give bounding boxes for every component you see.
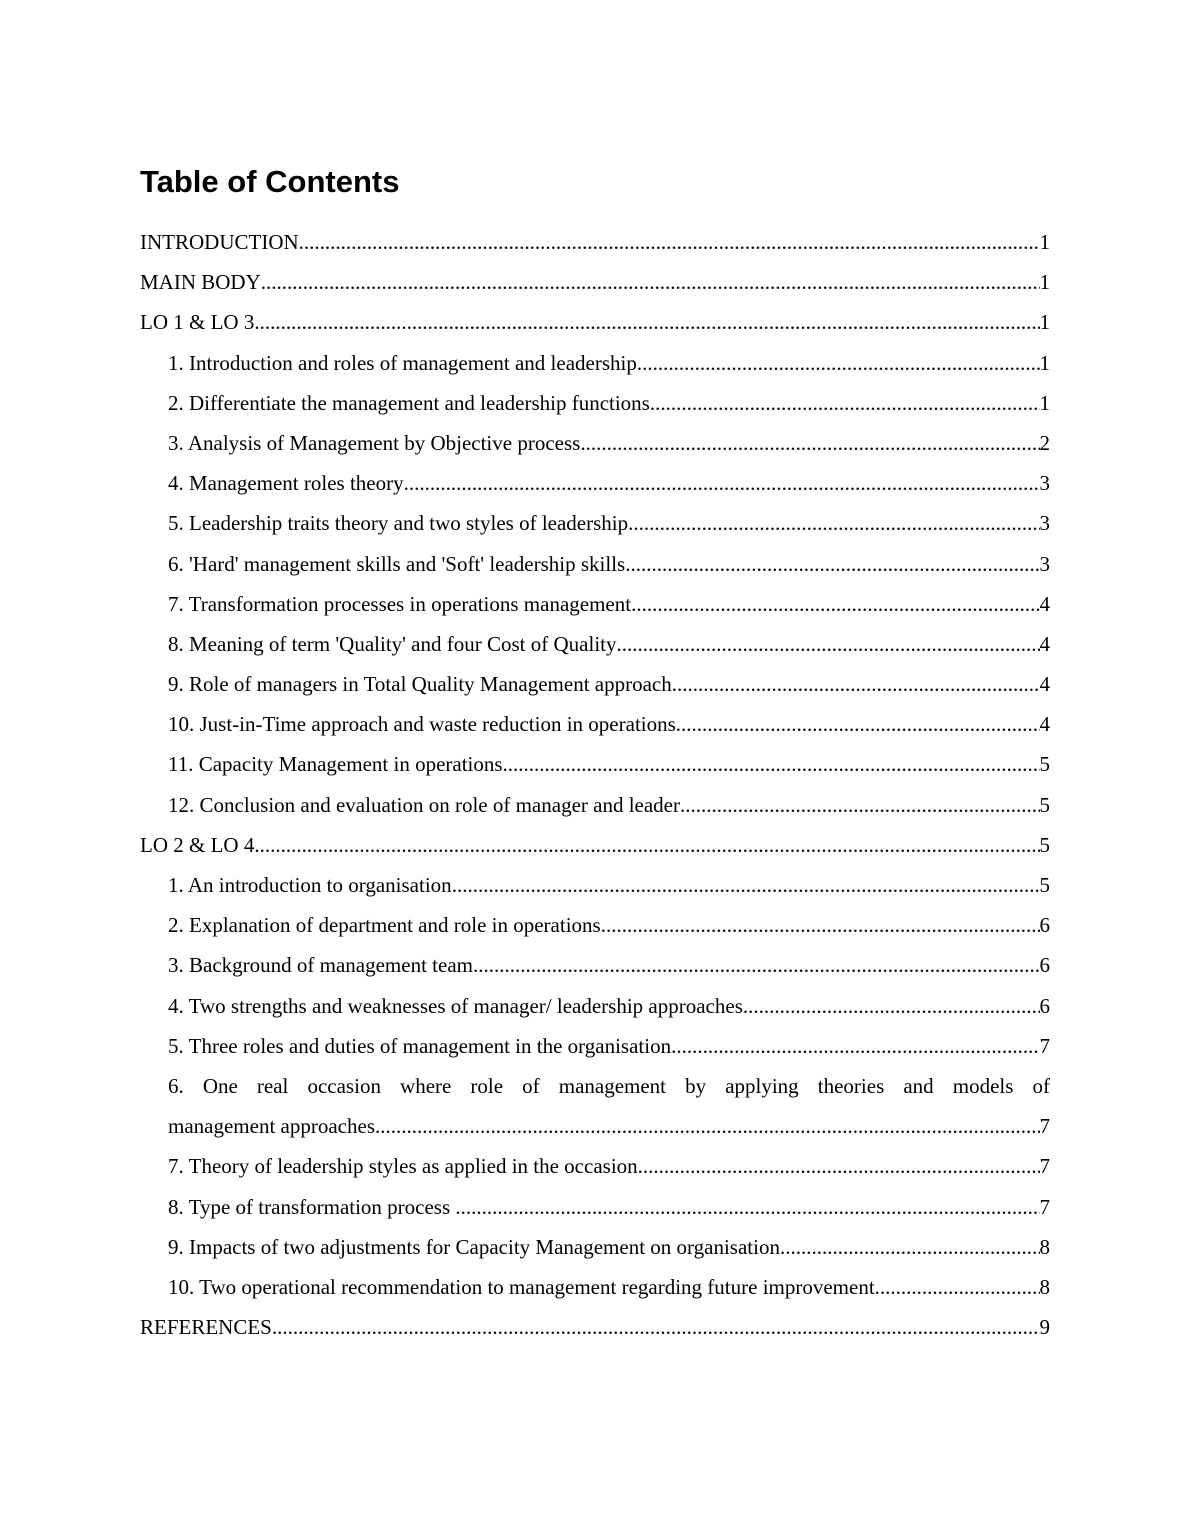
toc-subentry[interactable] [140,624,1050,664]
toc-page-number: 4 [1039,712,1050,737]
toc-entry-text: REFERENCES [140,1315,272,1340]
dot-leader [780,1227,1040,1267]
toc-entry-text: 8. Type of transformation process [168,1194,456,1219]
toc-entry-text: LO 2 & LO 4 [140,832,255,857]
toc-page-number: 9 [1039,1315,1050,1340]
dot-leader [638,1146,1040,1186]
dot-leader [503,744,1040,784]
toc-subentry[interactable] [140,744,1050,784]
dot-leader [628,503,1039,543]
dot-leader [299,222,1040,262]
dot-leader [404,463,1040,503]
toc-page-number: 3 [1039,511,1050,536]
toc-page-number: 7 [1039,1033,1050,1058]
toc-entry-text: 6. 'Hard' management skills and 'Soft' leadership skills [168,551,626,576]
toc-subentry[interactable] [140,1267,1050,1307]
toc-subentry[interactable] [140,704,1050,744]
dot-leader [680,785,1040,825]
toc-page-number: 1 [1039,230,1050,254]
toc-entry-text: 4. Two strengths and weaknesses of manager/ leadership approaches [168,993,743,1018]
toc-page-number: 1 [1039,350,1050,375]
page-title: Table of Contents [140,164,400,199]
toc-page-number: 1 [1039,390,1050,415]
toc-entry-text-line2: management approaches [168,1114,375,1139]
toc-subentry[interactable] [140,463,1050,503]
dot-leader [452,865,1040,905]
dot-leader [261,262,1040,302]
toc-page-number: 5 [1039,792,1050,817]
dot-leader [455,1187,1039,1227]
toc-entry-text: 10. Just-in-Time approach and waste reduction in operations [168,712,676,737]
toc-subentry-wrapped[interactable] [140,1066,1050,1146]
toc-entry-text: 2. Explanation of department and role in operations [168,913,601,938]
toc-page-number: 4 [1039,672,1050,697]
toc-entry-text: INTRODUCTION [140,230,299,254]
toc-page-number: 8 [1039,1234,1050,1259]
dot-leader [637,343,1040,383]
dot-leader [617,624,1040,664]
dot-leader [631,584,1039,624]
toc-page-number: 6 [1039,993,1050,1018]
toc-entry-text: 4. Management roles theory [168,471,404,496]
dot-leader [671,1026,1039,1066]
dot-leader [625,544,1039,584]
toc-subentry[interactable] [140,1146,1050,1186]
toc-page-number: 5 [1039,752,1050,777]
toc-entry-text: 3. Background of management team [168,953,473,978]
toc-entry-references[interactable] [140,1307,1050,1347]
toc-entry-text: 5. Leadership traits theory and two styles of leadership [168,511,629,536]
toc-page-number: 1 [1039,270,1050,295]
toc-page-number: 6 [1039,953,1050,978]
toc-page-number: 4 [1039,591,1050,616]
toc-entry-text: 12. Conclusion and evaluation on role of manager and leader [168,792,680,817]
toc-subentry[interactable] [140,343,1050,383]
toc-subentry[interactable] [140,785,1050,825]
toc-page-number: 5 [1039,873,1050,897]
toc-entry-text: 11. Capacity Management in operations [168,752,503,777]
toc-subentry[interactable] [140,584,1050,624]
dot-leader [743,986,1040,1026]
toc-entry-text: 5. Three roles and duties of management in the organisation [168,1033,672,1058]
toc-entry-text: 1. An introduction to organisation [168,873,452,897]
toc-entry-text: 8. Meaning of term 'Quality' and four Cost of Quality [168,631,617,656]
toc-page-number: 1 [1039,310,1050,335]
table-of-contents [140,222,1050,1347]
toc-page-number: 5 [1039,832,1050,857]
dot-leader [650,383,1040,423]
toc-page-number: 8 [1039,1274,1050,1299]
toc-entry-text: 10. Two operational recommendation to management regarding future improvement [168,1274,875,1299]
toc-entry-text: 9. Role of managers in Total Quality Management approach [168,672,672,697]
toc-page-number: 3 [1039,471,1050,496]
toc-entry-introduction[interactable] [140,222,1050,262]
toc-subentry[interactable] [140,986,1050,1026]
toc-subentry[interactable] [140,865,1050,905]
toc-subentry[interactable] [140,1026,1050,1066]
toc-entry-text-line1: 6. One real occasion where role of management by applying theories and models of [168,1073,1050,1098]
toc-subentry[interactable] [140,423,1050,463]
toc-page-number: 7 [1039,1154,1050,1179]
toc-entry-text: 7. Theory of leadership styles as applied in the occasion [168,1154,638,1179]
dot-leader [580,423,1039,463]
toc-entry-text: 2. Differentiate the management and leadership functions [168,390,650,415]
dot-leader [254,825,1039,865]
dot-leader [473,945,1040,985]
toc-subentry[interactable] [140,503,1050,543]
toc-subentry[interactable] [140,544,1050,584]
toc-page-number: 4 [1039,631,1050,656]
toc-page-number: 7 [1039,1194,1050,1219]
toc-entry-text: 7. Transformation processes in operations management [168,591,632,616]
toc-entry-lo1-lo3[interactable] [140,302,1050,342]
toc-page-number: 6 [1039,913,1050,938]
toc-entry-text: LO 1 & LO 3 [140,310,255,335]
toc-entry-main-body[interactable] [140,262,1050,302]
toc-entry-text: 9. Impacts of two adjustments for Capacity Management on organisation [168,1234,780,1259]
toc-page-number: 2 [1039,430,1050,455]
dot-leader [254,302,1039,342]
toc-subentry[interactable] [140,664,1050,704]
toc-page-number: 3 [1039,551,1050,576]
toc-subentry[interactable] [140,383,1050,423]
dot-leader [272,1307,1040,1347]
toc-entry-text: 1. Introduction and roles of management and leadership [168,350,637,375]
dot-leader [676,704,1040,744]
toc-entry-text: MAIN BODY [140,270,261,295]
toc-entry-lo2-lo4[interactable] [140,825,1050,865]
dot-leader [601,905,1040,945]
toc-entry-line2 [168,1106,1050,1146]
dot-leader [375,1106,1040,1146]
toc-page-number: 7 [1039,1114,1050,1139]
toc-subentry[interactable] [140,905,1050,945]
toc-subentry[interactable] [140,1227,1050,1267]
toc-entry-text: 3. Analysis of Management by Objective process [168,430,581,455]
toc-subentry[interactable] [140,945,1050,985]
toc-subentry[interactable] [140,1187,1050,1227]
dot-leader [875,1267,1040,1307]
dot-leader [672,664,1040,704]
